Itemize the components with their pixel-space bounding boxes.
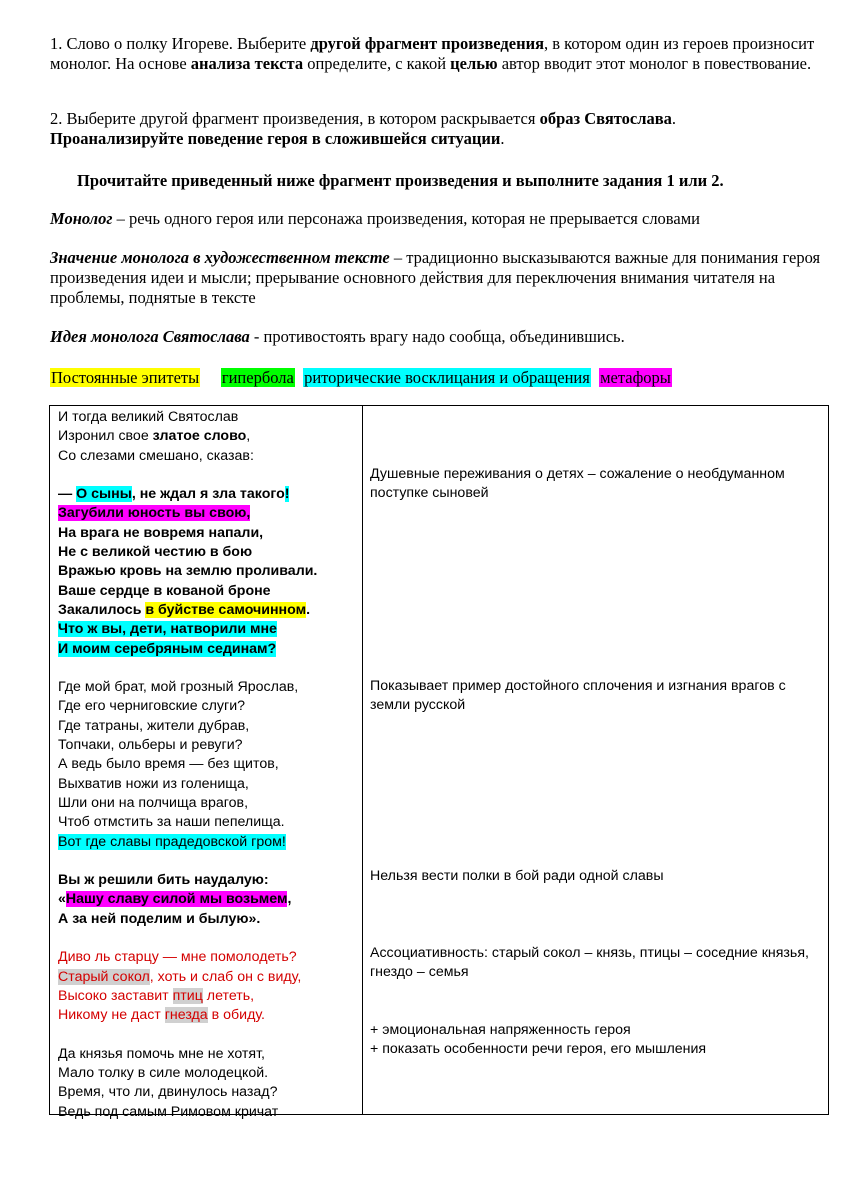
definition-term: Монолог [50, 209, 113, 228]
task-1-text: , в котором один из героев произносит монолог. На основе [50, 34, 815, 73]
definition-idea [50, 327, 825, 347]
task-2-bold: Проанализируйте поведение героя в сложившейся ситуации [50, 129, 501, 148]
table-column-divider [362, 406, 363, 1114]
poem-line: Старый сокол, хоть и слаб он с виду, [58, 968, 302, 985]
poem-line: Где татраны, жители дубрав, [58, 717, 250, 734]
poem-line: И моим серебряным сединам? [58, 640, 277, 657]
definition-text: - противостоять врагу надо сообща, объединившись. [249, 327, 625, 346]
instruction-text: Прочитайте приведенный ниже фрагмент произведения и выполните задания 1 или 2. [77, 171, 724, 190]
poem-line: Мало толку в силе молодецкой. [58, 1065, 269, 1082]
poem-line: Выхватив ножи из голенища, [58, 775, 249, 792]
poem-line: А за ней поделим и былую». [58, 910, 261, 927]
poem-line: Изронил свое златое слово, [58, 428, 251, 445]
poem-line: И тогда великий Святослав [58, 409, 239, 425]
definition-term: Значение монолога в художественном тексте [50, 248, 390, 267]
poem-line: «Нашу славу силой мы возьмем, [58, 891, 292, 908]
poem-line: Вражью кровь на землю проливали. [58, 563, 318, 580]
poem-column [58, 408, 358, 1122]
task-1-text: 1. Слово о полку Игореве. Выберите [50, 34, 311, 53]
task-2 [50, 109, 820, 149]
legend-rhetorical: риторические восклицания и обращения [304, 368, 590, 387]
task-1-text: определите, с какой [303, 54, 451, 73]
poem-line: Высоко заставит птиц лететь, [58, 987, 255, 1004]
task-1-text: автор вводит этот монолог в повествование. [497, 54, 812, 73]
task-1-bold: целью [450, 54, 498, 73]
poem-line: Где мой брат, мой грозный Ярослав, [58, 679, 299, 696]
poem-line: Вы ж решили бить наудалую: [58, 872, 269, 889]
task-2-text: 2. Выберите другой фрагмент произведения, в котором раскрывается [50, 109, 540, 128]
poem-line: Чтоб отмстить за наши пепелища. [58, 814, 285, 831]
definition-text: – традиционно высказываются важные для понимания героя произведения идеи и мысли; прерывание основного действия для переключения внимания читателя на проблемы, поднятые в тексте [50, 248, 821, 307]
instruction [77, 171, 724, 191]
poem-line: Ведь под самым Римовом кричат [58, 1103, 279, 1120]
poem-line: Со слезами смешано, сказав: [58, 447, 254, 464]
note-2: Показывает пример достойного сплочения и изгнания врагов с земли русской [370, 678, 786, 714]
poem-line: — О сыны, не ждал я зла такого! [58, 486, 290, 503]
color-legend [50, 368, 672, 388]
poem-line: Не с великой честию в бою [58, 544, 253, 561]
task-1 [50, 34, 820, 74]
definition-monolog [50, 209, 825, 229]
task-2-text: . [671, 109, 677, 128]
poem-line: Диво ль старцу — мне помолодеть? [58, 949, 297, 966]
task-2-bold: образ Святослава [539, 109, 672, 128]
poem-line: Где его черниговские слуги? [58, 698, 246, 715]
task-1-bold: другой фрагмент произведения [310, 34, 545, 53]
poem-line: На врага не вовремя напали, [58, 524, 264, 541]
poem-line: Вот где славы прадедовской гром! [58, 833, 286, 850]
poem-line: Топчаки, ольберы и ревуги? [58, 737, 243, 754]
legend-metaphors: метафоры [600, 368, 671, 387]
task-1-bold: анализа текста [190, 54, 304, 73]
poem-line: Загубили юность вы свою, [58, 505, 251, 522]
legend-hyperbole: гипербола [221, 368, 294, 387]
poem-line: Ваше сердце в кованой броне [58, 582, 271, 599]
note-5 [370, 1021, 820, 1060]
definition-term: Идея монолога Святослава [50, 327, 250, 346]
task-2-text: . [500, 129, 505, 148]
poem-line: Шли они на полчища врагов, [58, 794, 249, 811]
note-4: Ассоциативность: старый сокол – князь, птицы – соседние князья, гнездо – семья [370, 945, 809, 981]
note-3: Нельзя вести полки в бой ради одной славы [370, 868, 664, 884]
poem-line: Что ж вы, дети, натворили мне [58, 621, 277, 638]
poem-line: Никому не даст гнезда в обиду. [58, 1007, 265, 1024]
poem-line: А ведь было время — без щитов, [58, 756, 279, 773]
poem-line: Закалилось в буйстве самочинном. [58, 601, 311, 618]
definition-text: – речь одного героя или персонажа произведения, которая не прерывается словами [112, 209, 700, 228]
definition-meaning [50, 248, 825, 308]
poem-line: Время, что ли, двинулось назад? [58, 1084, 278, 1101]
legend-epithets: Постоянные эпитеты [51, 368, 200, 387]
note-1: Душевные переживания о детях – сожаление о необдуманном поступке сыновей [370, 466, 785, 502]
note-5-line: + эмоциональная напряженность героя [370, 1022, 631, 1038]
poem-line: Да князья помочь мне не хотят, [58, 1045, 265, 1062]
note-5-line: + показать особенности речи героя, его мышления [370, 1041, 707, 1058]
